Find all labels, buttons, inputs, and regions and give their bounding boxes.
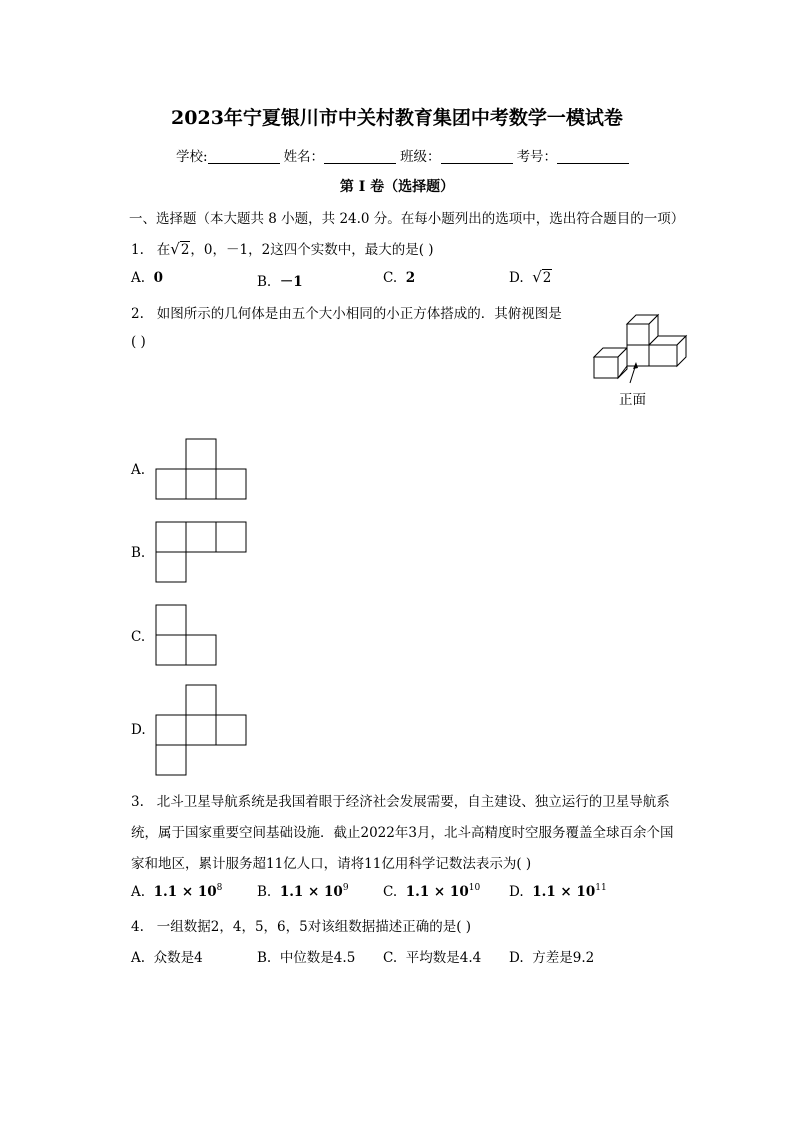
question-1 bbox=[131, 238, 434, 258]
option-a[interactable]: A. 0 bbox=[131, 270, 164, 286]
class-blank bbox=[441, 149, 513, 164]
option-a[interactable]: A. bbox=[131, 462, 146, 478]
question-2 bbox=[131, 302, 562, 322]
option-d[interactable]: D. 方差是9.2 bbox=[509, 950, 595, 966]
option-c[interactable]: C. 平均数是4.4 bbox=[383, 950, 482, 966]
option-a[interactable]: A. 众数是4 bbox=[131, 950, 203, 966]
option-b[interactable]: B. －1 bbox=[257, 274, 303, 290]
question-4 bbox=[131, 915, 471, 935]
exam-number-blank bbox=[557, 149, 629, 164]
part-title: 第 I 卷（选择题） bbox=[339, 179, 455, 195]
question-text-post: ，0，－1，2这四个实数中，最大的是( ) bbox=[190, 242, 434, 258]
option-a[interactable]: A. $1.1 \times 10^8$ bbox=[131, 883, 223, 900]
question-text-pre: 在 bbox=[156, 242, 171, 258]
option-d-top-view bbox=[155, 684, 247, 776]
name-blank bbox=[324, 149, 396, 164]
sqrt-symbol: √2 bbox=[532, 268, 552, 286]
option-b[interactable]: B. bbox=[131, 545, 146, 561]
option-c-top-view bbox=[155, 604, 217, 666]
question-text: 一组数据2，4，5，6，5对该组数据描述正确的是( ) bbox=[156, 919, 472, 935]
section-header: 一、选择题（本大题共 8 小题，共 24.0 分。在每小题列出的选项中，选出符合题目的一项） bbox=[129, 211, 685, 227]
option-c[interactable]: C. $1.1 \times 10^{10}$ bbox=[383, 883, 481, 900]
option-c[interactable]: C. 2 bbox=[383, 270, 416, 286]
figure-label-front: 正面 bbox=[619, 392, 646, 408]
school-blank bbox=[208, 149, 280, 164]
option-b[interactable]: B. 中位数是4.5 bbox=[257, 950, 356, 966]
school-label: 学校: bbox=[176, 149, 208, 165]
option-c[interactable]: C. bbox=[131, 629, 146, 645]
question-text-line-3: 家和地区，累计服务超11亿人口，请将11亿用科学记数法表示为( ) bbox=[131, 856, 532, 872]
name-label: 姓名： bbox=[283, 149, 325, 165]
cube-stack-figure bbox=[590, 305, 690, 385]
question-number: 2. bbox=[131, 306, 144, 322]
question-number: 1. bbox=[131, 242, 144, 258]
question-number: 4. bbox=[131, 919, 144, 935]
class-label: 班级： bbox=[400, 149, 441, 165]
option-b[interactable]: B. $1.1 \times 10^9$ bbox=[257, 883, 349, 900]
question-number: 3. bbox=[131, 794, 144, 810]
question-text-line-1: 北斗卫星导航系统是我国着眼于经济社会发展需要，自主建设、独立运行的卫星导航系 bbox=[156, 794, 670, 810]
student-info-line bbox=[176, 145, 633, 165]
option-d[interactable]: D. bbox=[131, 722, 146, 738]
question-text-line-2: 统，属于国家重要空间基础设施．截止2022年3月，北斗高精度时空服务覆盖全球百余个国 bbox=[131, 825, 674, 841]
option-d[interactable]: D. $1.1 \times 10^{11}$ bbox=[509, 883, 607, 900]
exam-title: 2023年宁夏银川市中关村教育集团中考数学一模试卷 bbox=[171, 107, 623, 129]
option-d[interactable]: D. √2 bbox=[509, 268, 552, 286]
sqrt-symbol: √2 bbox=[170, 240, 190, 258]
question-3 bbox=[131, 790, 670, 810]
option-b-top-view bbox=[155, 521, 247, 583]
option-a-top-view bbox=[155, 438, 247, 500]
exam-number-label: 考号： bbox=[516, 149, 558, 165]
question-2-paren: ( ) bbox=[131, 334, 146, 350]
question-text: 如图所示的几何体是由五个大小相同的小正方体搭成的．其俯视图是 bbox=[156, 306, 562, 322]
